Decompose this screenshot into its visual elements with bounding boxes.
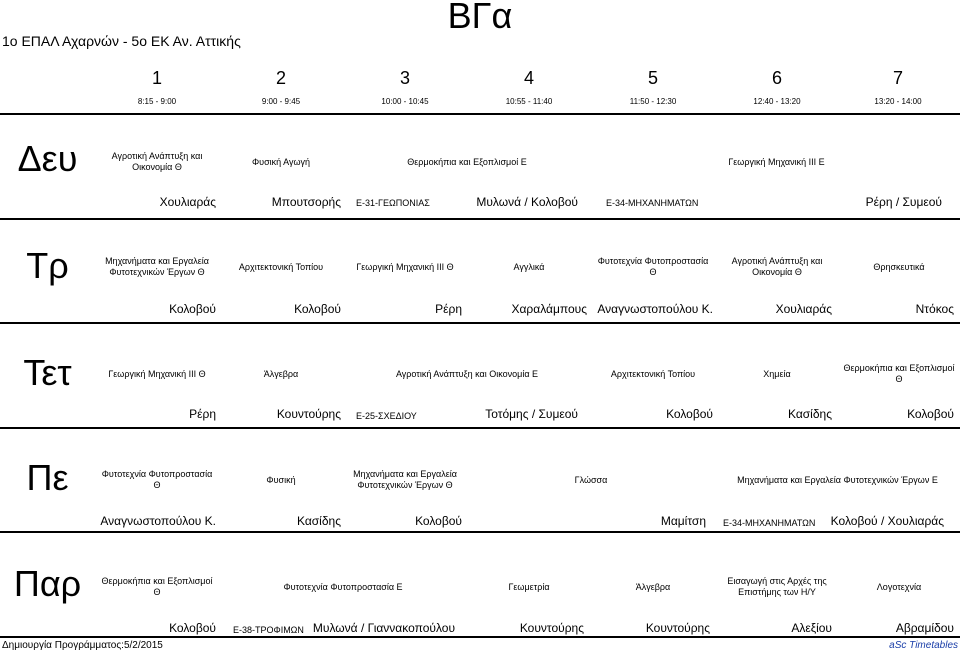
row-divider: [0, 218, 960, 220]
subject: Αγροτική Ανάπτυξη και Οικονομία Θ: [111, 151, 203, 172]
room: Ε-25-ΣΧΕΔΙΟΥ: [356, 411, 417, 421]
class-title: ΒΓα: [447, 0, 513, 36]
subject: Μηχανήματα και Εργαλεία Φυτοτεχνικών Έργων Θ: [353, 469, 457, 490]
lesson-cell[interactable]: [345, 245, 465, 289]
subject: Θερμοκήπια και Εξοπλισμοί Ε: [407, 156, 527, 167]
subject: Φυτοτεχνία Φυτοπροστασία Θ: [597, 256, 709, 277]
lesson-cell[interactable]: [593, 140, 960, 184]
teacher: Αναγνωστοπούλου Κ.: [597, 302, 713, 316]
teacher: Κολοβού: [294, 302, 341, 316]
day-label-tuesday: Τρ: [26, 245, 69, 286]
period-number: 3: [399, 68, 410, 88]
teacher: Χαραλάμπους: [511, 302, 587, 316]
subject: Θερμοκήπια και Εξοπλισμοί Θ: [843, 363, 955, 384]
lesson-cell[interactable]: [345, 352, 589, 396]
teacher: Κολοβού / Χουλιαράς: [830, 514, 944, 528]
period-time: 10:00 - 10:45: [381, 97, 429, 106]
row-divider: [0, 113, 960, 115]
lesson-cell[interactable]: [840, 565, 958, 609]
teacher: Μυλωνά / Γιαννακοπούλου: [312, 621, 455, 635]
lesson-cell[interactable]: [840, 352, 958, 396]
subject: Εισαγωγή στις Αρχές της Επιστήμης των Η/Υ: [727, 576, 827, 597]
teacher: Κολοβού: [666, 407, 713, 421]
room: Ε-38-ΤΡΟΦΙΜΩΝ: [233, 625, 304, 635]
subject: Άλγεβρα: [635, 581, 671, 592]
subject: Γεωργική Μηχανική ΙΙΙ Θ: [356, 261, 454, 272]
period-time: 13:20 - 14:00: [874, 97, 922, 106]
room: Ε-31-ΓΕΩΠΟΝΙΑΣ: [356, 198, 430, 208]
lesson-cell[interactable]: [221, 565, 465, 609]
period-number: 2: [275, 68, 286, 88]
teacher: Αλεξίου: [791, 621, 832, 635]
teacher: Ρέρη: [435, 302, 462, 316]
teacher: Κολοβού: [169, 302, 216, 316]
period-number: 6: [771, 68, 782, 88]
lesson-cell[interactable]: [593, 565, 713, 609]
room: Ε-34-ΜΗΧΑΝΗΜΑΤΩΝ: [723, 518, 816, 528]
teacher: Αναγνωστοπούλου Κ.: [100, 514, 216, 528]
room: Ε-34-ΜΗΧΑΝΗΜΑΤΩΝ: [606, 198, 699, 208]
teacher: Μαμίτση: [660, 514, 706, 528]
lesson-cell[interactable]: [717, 458, 958, 502]
day-label-friday: Παρ: [13, 563, 82, 604]
period-number: 5: [647, 68, 658, 88]
subject: Θερμοκήπια και Εξοπλισμοί Θ: [101, 576, 213, 597]
day-label-thursday: Πε: [26, 457, 69, 498]
row-divider: [0, 636, 960, 638]
brand-logo: aSc Timetables: [889, 640, 958, 651]
day-label-monday: Δευ: [17, 138, 78, 179]
lesson-cell[interactable]: [97, 458, 217, 502]
period-number: 4: [523, 68, 534, 88]
subject: Άλγεβρα: [263, 368, 299, 379]
lesson-cell[interactable]: [593, 245, 713, 289]
lesson-cell[interactable]: [469, 245, 589, 289]
subject: Φυτοτεχνία Φυτοπροστασία Ε: [283, 581, 403, 592]
period-time: 12:40 - 13:20: [753, 97, 801, 106]
lesson-cell[interactable]: [221, 352, 341, 396]
row-divider: [0, 322, 960, 324]
lesson-cell[interactable]: [97, 565, 217, 609]
subject: Γλώσσα: [574, 474, 608, 485]
teacher: Μπουτσορής: [271, 195, 341, 209]
subject: Μηχανήματα και Εργαλεία Φυτοτεχνικών Έργων Θ: [105, 256, 209, 277]
teacher: Τοτόμης / Συμεού: [485, 407, 578, 421]
lesson-cell[interactable]: [593, 352, 713, 396]
teacher: Κουντούρης: [276, 407, 341, 421]
period-time: 10:55 - 11:40: [505, 97, 553, 106]
subject: Χημεία: [763, 368, 791, 379]
teacher: Ρέρη: [189, 407, 216, 421]
subject: Φυσική: [266, 474, 296, 485]
teacher: Χουλιαράς: [775, 302, 832, 316]
subject: Φυσική Αγωγή: [251, 156, 311, 167]
school-name: 1ο ΕΠΑΛ Αχαρνών - 5ο ΕΚ Αν. Αττικής: [2, 33, 241, 49]
period-number: 7: [892, 68, 903, 88]
teacher: Κολοβού: [907, 407, 954, 421]
created-date: Δημιουργία Προγράμματος:5/2/2015: [2, 640, 163, 651]
teacher: Ντόκος: [915, 302, 954, 316]
subject: Θρησκευτικά: [873, 261, 925, 272]
row-divider: [0, 531, 960, 533]
lesson-cell[interactable]: [469, 565, 589, 609]
period-number: 1: [151, 68, 162, 88]
day-label-wednesday: Τετ: [23, 352, 72, 393]
subject: Αγροτική Ανάπτυξη και Οικονομία Ε: [395, 368, 539, 379]
row-divider: [0, 427, 960, 429]
teacher: Κολοβού: [169, 621, 216, 635]
subject: Φυτοτεχνία Φυτοπροστασία Θ: [101, 469, 213, 490]
teacher: Χουλιαράς: [159, 195, 216, 209]
subject: Γεωργική Μηχανική ΙΙΙ Θ: [108, 368, 206, 379]
teacher: Κουντούρης: [519, 621, 584, 635]
teacher: Αβραμίδου: [895, 621, 954, 635]
lesson-cell[interactable]: [221, 140, 341, 184]
teacher: Ρέρη / Συμεού: [865, 195, 942, 209]
teacher: Κουντούρης: [645, 621, 710, 635]
subject: Αρχιτεκτονική Τοπίου: [238, 261, 324, 272]
subject: Γεωμετρία: [508, 581, 550, 592]
lesson-cell[interactable]: [345, 458, 465, 502]
lesson-cell[interactable]: [221, 458, 341, 502]
lesson-cell[interactable]: [717, 565, 837, 609]
period-time: 8:15 - 9:00: [137, 97, 177, 106]
lesson-cell[interactable]: [97, 140, 217, 184]
subject: Αρχιτεκτονική Τοπίου: [610, 368, 696, 379]
lesson-cell[interactable]: [97, 352, 217, 396]
subject: Γεωργική Μηχανική ΙΙΙ Ε: [728, 156, 825, 167]
subject: Αγροτική Ανάπτυξη και Οικονομία Θ: [731, 256, 823, 277]
lesson-cell[interactable]: [221, 245, 341, 289]
teacher: Κολοβού: [415, 514, 462, 528]
teacher: Κασίδης: [787, 407, 832, 421]
subject: Μηχανήματα και Εργαλεία Φυτοτεχνικών Έργων Ε: [737, 474, 938, 485]
lesson-cell[interactable]: [717, 352, 837, 396]
subject: Αγγλικά: [513, 261, 545, 272]
lesson-cell[interactable]: [345, 140, 589, 184]
lesson-cell[interactable]: [840, 245, 958, 289]
period-time: 9:00 - 9:45: [261, 97, 301, 106]
period-time: 11:50 - 12:30: [629, 97, 677, 106]
lesson-cell[interactable]: [97, 245, 217, 289]
lesson-cell[interactable]: [469, 458, 713, 502]
subject: Λογοτεχνία: [876, 581, 922, 592]
teacher: Μυλωνά / Κολοβού: [476, 195, 578, 209]
lesson-cell[interactable]: [717, 245, 837, 289]
teacher: Κασίδης: [296, 514, 341, 528]
